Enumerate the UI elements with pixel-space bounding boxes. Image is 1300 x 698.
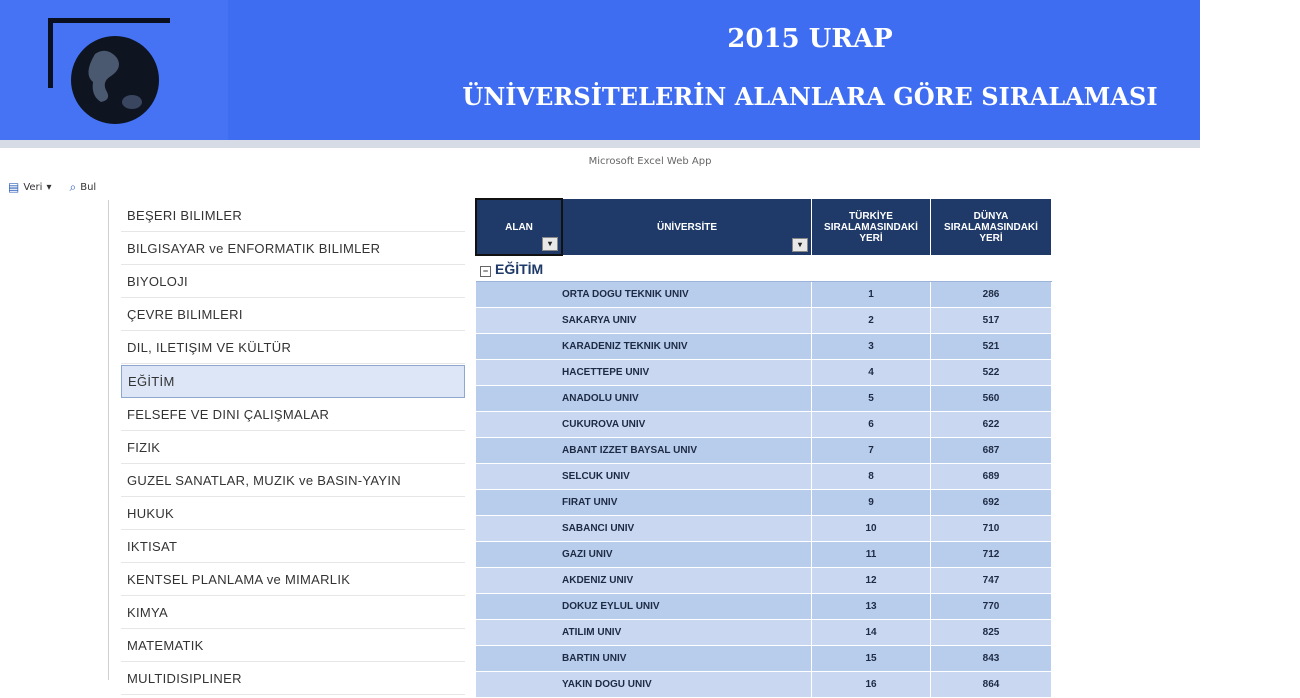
turkey-rank-cell: 12 <box>812 568 931 594</box>
column-header-label: ALAN <box>505 221 533 233</box>
slicer-item[interactable]: ÇEVRE BILIMLERI <box>121 299 465 331</box>
slicer-item[interactable]: IKTISAT <box>121 531 465 563</box>
table-row <box>476 620 1052 646</box>
data-icon: ▤ <box>8 180 20 194</box>
collapse-icon[interactable]: − <box>480 266 491 277</box>
logo-panel <box>0 0 228 140</box>
world-rank-cell: 286 <box>931 282 1052 308</box>
slicer-item[interactable]: MATEMATIK <box>121 630 465 662</box>
turkey-rank-cell: 15 <box>812 646 931 672</box>
slicer-item[interactable]: KIMYA <box>121 597 465 629</box>
group-label: EĞİTİM <box>495 260 544 277</box>
table-row <box>476 360 1052 386</box>
turkey-rank-cell: 13 <box>812 594 931 620</box>
dropdown-icon[interactable]: ▾ <box>792 238 808 252</box>
turkey-rank-cell: 6 <box>812 412 931 438</box>
table-row <box>476 308 1052 334</box>
empty-cell <box>931 255 1052 282</box>
table-row <box>476 568 1052 594</box>
slicer-item[interactable]: MULTIDISIPLINER <box>121 663 465 695</box>
slicer-item[interactable]: DIL, ILETIŞIM VE KÜLTÜR <box>121 332 465 364</box>
table-row <box>476 334 1052 360</box>
slicer-item[interactable]: FELSEFE VE DINI ÇALIŞMALAR <box>121 399 465 431</box>
table-row <box>476 412 1052 438</box>
urap-logo <box>40 14 170 124</box>
university-cell: SELCUK UNIV <box>476 464 812 490</box>
turkey-rank-cell: 11 <box>812 542 931 568</box>
slicer-item[interactable]: BILGISAYAR ve ENFORMATIK BILIMLER <box>121 233 465 265</box>
turkey-rank-cell: 4 <box>812 360 931 386</box>
turkey-rank-cell: 7 <box>812 438 931 464</box>
world-rank-cell: 687 <box>931 438 1052 464</box>
column-header-university[interactable] <box>562 199 812 255</box>
slicer-item[interactable]: BEŞERI BILIMLER <box>121 200 465 232</box>
slicer-item[interactable]: HUKUK <box>121 498 465 530</box>
binoculars-icon: ⌕ <box>69 179 77 194</box>
turkey-rank-cell: 9 <box>812 490 931 516</box>
table-row <box>476 490 1052 516</box>
turkey-rank-cell: 10 <box>812 516 931 542</box>
university-cell: YAKIN DOGU UNIV <box>476 672 812 698</box>
empty-cell <box>812 255 931 282</box>
page-title: 2015 URAP <box>727 24 893 54</box>
column-header-label: TÜRKİYE SIRALAMASINDAKİ YERİ <box>824 210 918 244</box>
university-cell: DOKUZ EYLUL UNIV <box>476 594 812 620</box>
banner-divider <box>0 140 1200 148</box>
column-header-world-rank <box>931 199 1052 255</box>
world-rank-cell: 517 <box>931 308 1052 334</box>
table-row <box>476 438 1052 464</box>
filter-icon[interactable]: ▾ <box>542 237 558 251</box>
turkey-rank-cell: 16 <box>812 672 931 698</box>
turkey-rank-cell: 1 <box>812 282 931 308</box>
world-rank-cell: 622 <box>931 412 1052 438</box>
field-slicer-list <box>108 200 471 686</box>
world-rank-cell: 712 <box>931 542 1052 568</box>
column-header-alan[interactable] <box>476 199 562 255</box>
turkey-rank-cell: 3 <box>812 334 931 360</box>
world-rank-cell: 692 <box>931 490 1052 516</box>
university-cell: ANADOLU UNIV <box>476 386 812 412</box>
university-cell: ORTA DOGU TEKNIK UNIV <box>476 282 812 308</box>
table-row <box>476 672 1052 698</box>
world-rank-cell: 710 <box>931 516 1052 542</box>
world-rank-cell: 689 <box>931 464 1052 490</box>
find-button[interactable] <box>69 178 96 196</box>
find-label: Bul <box>80 181 97 193</box>
turkey-rank-cell: 2 <box>812 308 931 334</box>
university-cell: FIRAT UNIV <box>476 490 812 516</box>
table-row <box>476 282 1052 308</box>
university-cell: GAZI UNIV <box>476 542 812 568</box>
table-row <box>476 646 1052 672</box>
world-rank-cell: 770 <box>931 594 1052 620</box>
world-rank-cell: 521 <box>931 334 1052 360</box>
column-header-label: DÜNYA SIRALAMASINDAKİ YERİ <box>944 210 1038 244</box>
table-row <box>476 542 1052 568</box>
data-menu-button[interactable] <box>8 178 51 196</box>
university-cell: AKDENIZ UNIV <box>476 568 812 594</box>
toolbar <box>8 178 96 196</box>
university-cell: BARTIN UNIV <box>476 646 812 672</box>
ranking-table <box>475 198 1039 690</box>
column-header-turkey-rank <box>812 199 931 255</box>
university-cell: ATILIM UNIV <box>476 620 812 646</box>
column-header-label: ÜNİVERSİTE <box>656 221 717 233</box>
table-row <box>476 594 1052 620</box>
world-rank-cell: 864 <box>931 672 1052 698</box>
group-cell <box>476 255 812 282</box>
header-banner <box>0 0 1200 140</box>
page-subtitle: ÜNİVERSİTELERİN ALANLARA GÖRE SIRALAMASI <box>462 82 1158 111</box>
world-rank-cell: 825 <box>931 620 1052 646</box>
world-rank-cell: 843 <box>931 646 1052 672</box>
university-cell: KARADENIZ TEKNIK UNIV <box>476 334 812 360</box>
slicer-item[interactable]: KENTSEL PLANLAMA ve MIMARLIK <box>121 564 465 596</box>
university-cell: CUKUROVA UNIV <box>476 412 812 438</box>
chevron-down-icon: ▾ <box>46 181 52 193</box>
slicer-item[interactable]: GUZEL SANATLAR, MUZIK ve BASIN-YAYIN <box>121 465 465 497</box>
university-cell: SAKARYA UNIV <box>476 308 812 334</box>
world-rank-cell: 522 <box>931 360 1052 386</box>
slicer-item-selected[interactable]: EĞİTİM <box>121 365 465 398</box>
turkey-rank-cell: 8 <box>812 464 931 490</box>
data-menu-label: Veri <box>23 181 43 193</box>
turkey-rank-cell: 14 <box>812 620 931 646</box>
app-label: Microsoft Excel Web App <box>588 156 712 167</box>
table-row <box>476 386 1052 412</box>
world-rank-cell: 560 <box>931 386 1052 412</box>
university-cell: ABANT IZZET BAYSAL UNIV <box>476 438 812 464</box>
turkey-rank-cell: 5 <box>812 386 931 412</box>
table-row <box>476 464 1052 490</box>
world-rank-cell: 747 <box>931 568 1052 594</box>
group-row <box>476 255 1052 282</box>
table-row <box>476 516 1052 542</box>
university-cell: SABANCI UNIV <box>476 516 812 542</box>
slicer-item[interactable]: BIYOLOJI <box>121 266 465 298</box>
slicer-item[interactable]: FIZIK <box>121 432 465 464</box>
university-cell: HACETTEPE UNIV <box>476 360 812 386</box>
